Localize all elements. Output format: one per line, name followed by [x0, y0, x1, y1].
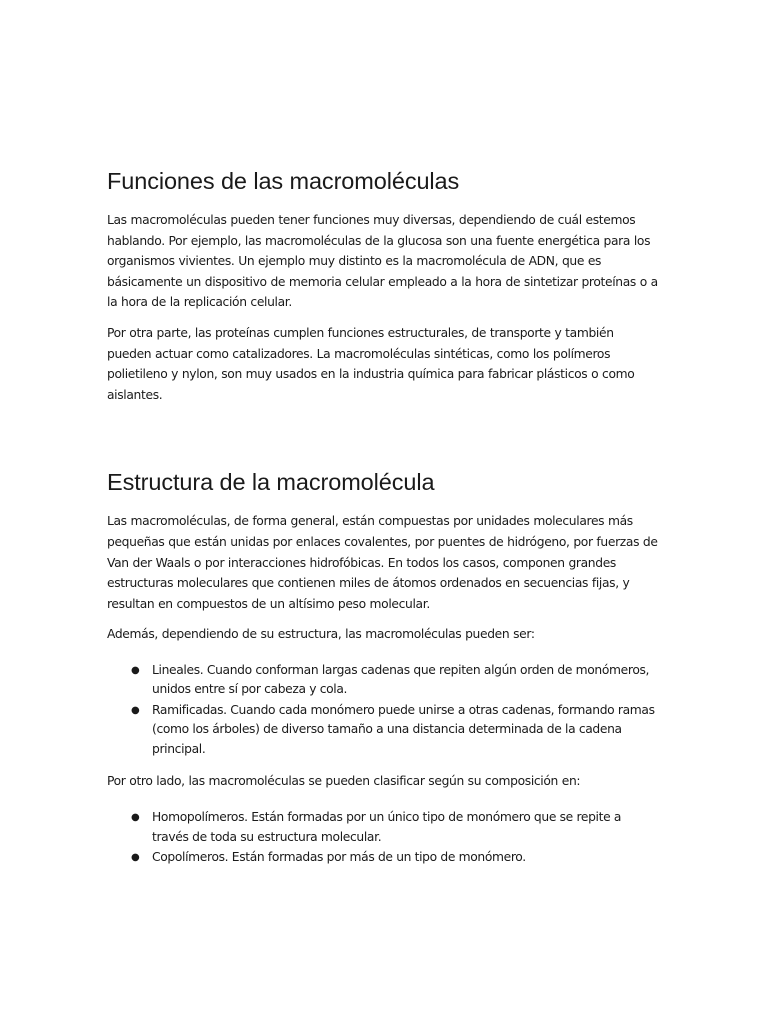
list-item-text: Homopolímeros. Están formadas por un único tipo de monómero que se repite a través de toda su estructura molecular.	[152, 810, 622, 844]
bullet-icon: ●	[131, 852, 140, 863]
list-item	[107, 661, 659, 700]
paragraph: Además, dependiendo de su estructura, las macromoléculas pueden ser:	[107, 627, 535, 642]
bullet-icon: ●	[131, 664, 140, 676]
list-item	[107, 848, 659, 868]
structure-type-list	[107, 661, 659, 760]
paragraph: Por otra parte, las proteínas cumplen funciones estructurales, de transporte y también pueden actuar como catalizadores. La macromoléculas sintéticas, como los polímeros polietileno y nylon, son muy usados en la industria química para fabricar plásticos o como aislantes.	[107, 325, 635, 402]
composition-type-list	[107, 808, 659, 868]
paragraph: Las macromoléculas pueden tener funciones muy diversas, dependiendo de cuál estemos hablando. Por ejemplo, las macromoléculas de la glucosa son una fuente energética para los organismos vivientes. Un ejemplo muy distinto es la macromolécula de ADN, que es básicamente un dispositivo de memoria celular empleado a la hora de sintetizar proteínas o a la hora de la replicación celular.	[107, 213, 658, 310]
section-heading-funciones: Funciones de las macromoléculas	[107, 168, 460, 194]
list-item	[107, 701, 659, 760]
list-item	[107, 808, 659, 847]
section-heading-estructura: Estructura de la macromolécula	[107, 469, 435, 496]
list-item-text: Ramificadas. Cuando cada monómero puede unirse a otras cadenas, formando ramas (como los árboles) de diverso tamaño a una distancia determinada de la cadena principal.	[152, 702, 655, 756]
section-funciones	[107, 166, 659, 405]
paragraph: Por otro lado, las macromoléculas se pueden clasificar según su composición en:	[107, 774, 581, 789]
paragraph: Las macromoléculas, de forma general, están compuestas por unidades moleculares más pequeñas que están unidas por enlaces covalentes, por puentes de hidrógeno, por fuerzas de Van der Waals o por interacciones hidrofóbicas. En todos los casos, componen grandes estructuras moleculares que contienen miles de átomos ordenados en secuencias fijas, y resultan en compuestos de un altísimo peso molecular.	[107, 514, 658, 611]
list-item-text: Copolímeros. Están formadas por más de un tipo de monómero.	[152, 850, 526, 864]
section-spacer	[107, 415, 659, 467]
bullet-icon: ●	[131, 812, 140, 823]
bullet-icon: ●	[131, 704, 140, 716]
list-item-text: Lineales. Cuando conforman largas cadenas que repiten algún orden de monómeros, unidos entre sí por cabeza y cola.	[152, 662, 650, 697]
document-content	[107, 166, 659, 880]
section-estructura	[107, 467, 659, 867]
